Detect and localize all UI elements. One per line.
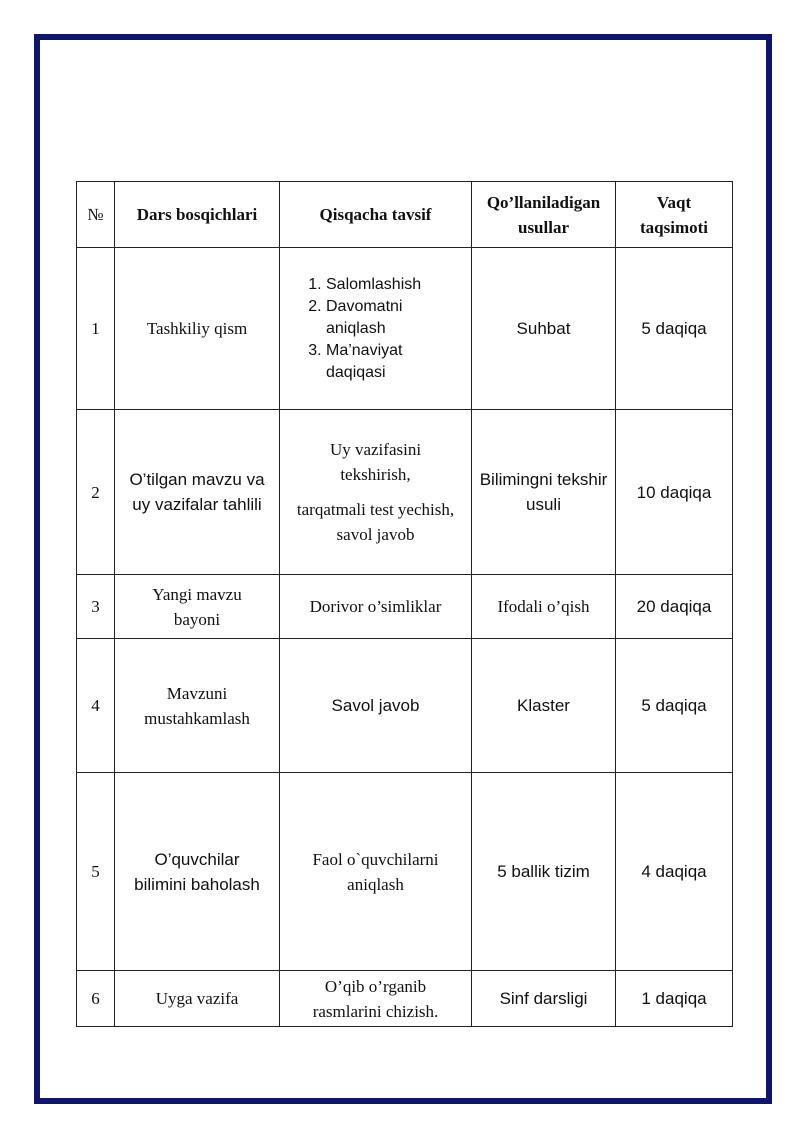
description-list	[286, 274, 465, 384]
list-item: 1. Salomlashish	[326, 274, 465, 296]
description-line: tarqatmali test yechish, savol javob	[296, 500, 455, 544]
row-method: 5 ballik tizim	[472, 773, 616, 971]
row-number: 6	[77, 971, 115, 1027]
row-stage: Tashkiliy qism	[115, 248, 280, 410]
row-time: 5 daqiqa	[616, 639, 733, 773]
table-row	[77, 575, 733, 639]
row-number: 1	[77, 248, 115, 410]
header-stages: Dars bosqichlari	[115, 182, 280, 248]
row-time: 5 daqiqa	[616, 248, 733, 410]
row-stage: O’quvchilar bilimini baholash	[115, 773, 280, 971]
header-time: Vaqt taqsimoti	[616, 182, 733, 248]
lesson-plan-table	[76, 181, 733, 1027]
row-time: 10 daqiqa	[616, 410, 733, 575]
row-time: 20 daqiqa	[616, 575, 733, 639]
row-method: Ifodali o’qish	[472, 575, 616, 639]
row-method: Sinf darsligi	[472, 971, 616, 1027]
list-item: 2. Davomatni aniqlash	[326, 296, 465, 340]
row-description	[280, 410, 472, 575]
row-description: Dorivor o’simliklar	[280, 575, 472, 639]
row-method: Klaster	[472, 639, 616, 773]
table-row	[77, 410, 733, 575]
row-time: 4 daqiqa	[616, 773, 733, 971]
table-header-row	[77, 182, 733, 248]
row-number: 4	[77, 639, 115, 773]
table-row	[77, 773, 733, 971]
row-stage: O’tilgan mavzu va uy vazifalar tahlili	[115, 410, 280, 575]
row-time: 1 daqiqa	[616, 971, 733, 1027]
row-number: 5	[77, 773, 115, 971]
row-description: Savol javob	[280, 639, 472, 773]
row-description: Faol o`quvchilarni aniqlash	[280, 773, 472, 971]
header-description: Qisqacha tavsif	[280, 182, 472, 248]
table-row	[77, 248, 733, 410]
row-description	[280, 248, 472, 410]
row-stage: Yangi mavzu bayoni	[115, 575, 280, 639]
table-row	[77, 639, 733, 773]
list-item: 3. Ma’naviyat daqiqasi	[326, 340, 465, 384]
header-methods: Qo’llaniladigan usullar	[472, 182, 616, 248]
row-number: 2	[77, 410, 115, 575]
table-row	[77, 971, 733, 1027]
row-description: O’qib o’rganib rasmlarini chizish.	[280, 971, 472, 1027]
row-method: Suhbat	[472, 248, 616, 410]
header-number: №	[77, 182, 115, 248]
row-number: 3	[77, 575, 115, 639]
row-stage: Uyga vazifa	[115, 971, 280, 1027]
row-stage: Mavzuni mustahkamlash	[115, 639, 280, 773]
row-method: Bilimingni tekshir usuli	[472, 410, 616, 575]
description-line: Uy vazifasini tekshirish,	[329, 440, 422, 484]
